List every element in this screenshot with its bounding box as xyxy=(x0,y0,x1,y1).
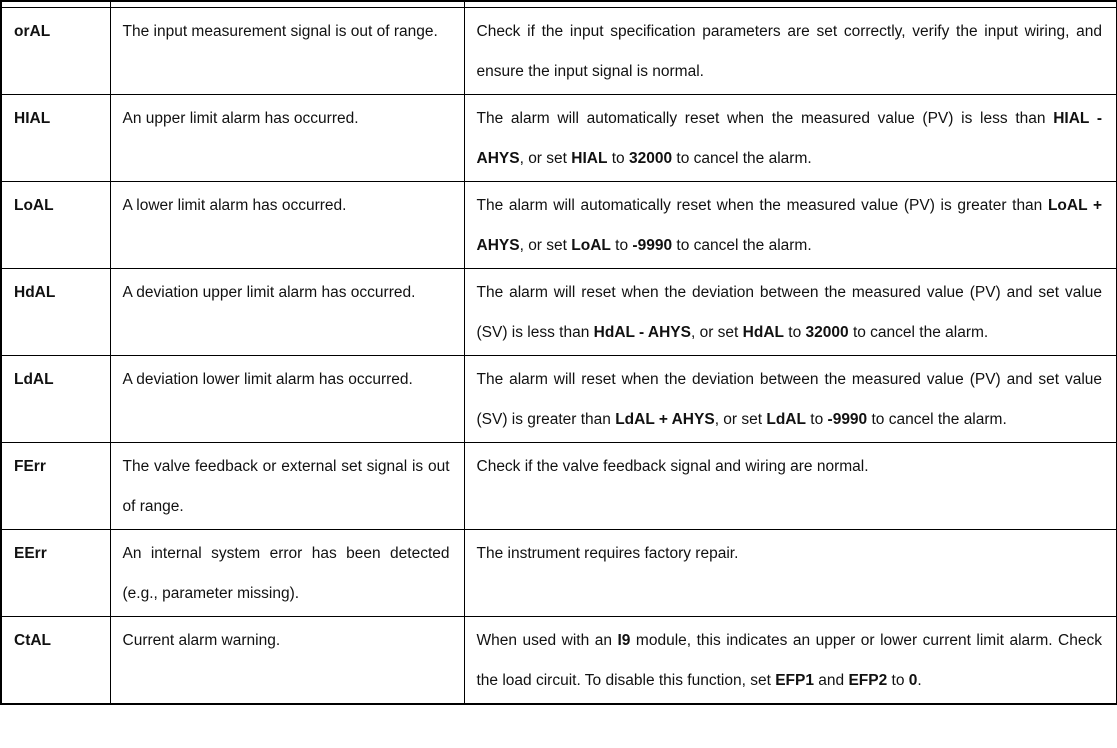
alarm-remedy: Check if the valve feedback signal and wiring are normal. xyxy=(464,443,1117,530)
alarm-code: FErr xyxy=(1,443,110,530)
alarm-description: Current alarm warning. xyxy=(110,617,464,705)
alarm-description: A deviation upper limit alarm has occurred. xyxy=(110,269,464,356)
alarm-code: LoAL xyxy=(1,182,110,269)
table-row xyxy=(1,8,1117,95)
alarm-remedy: The alarm will automatically reset when the measured value (PV) is greater than LoAL + AHYS, or set LoAL to -9990 to cancel the alarm. xyxy=(464,182,1117,269)
alarm-code: HdAL xyxy=(1,269,110,356)
alarm-code: orAL xyxy=(1,8,110,95)
alarm-table-body xyxy=(1,1,1117,704)
alarm-remedy: The alarm will automatically reset when the measured value (PV) is less than HIAL - AHYS, or set HIAL to 32000 to cancel the alarm. xyxy=(464,95,1117,182)
table-row xyxy=(1,95,1117,182)
table-row xyxy=(1,617,1117,705)
alarm-description: An upper limit alarm has occurred. xyxy=(110,95,464,182)
alarm-description: A lower limit alarm has occurred. xyxy=(110,182,464,269)
table-row xyxy=(1,443,1117,530)
table-row xyxy=(1,269,1117,356)
alarm-remedy: The instrument requires factory repair. xyxy=(464,530,1117,617)
alarm-description: A deviation lower limit alarm has occurred. xyxy=(110,356,464,443)
alarm-code: CtAL xyxy=(1,617,110,705)
alarm-description: The valve feedback or external set signal is out of range. xyxy=(110,443,464,530)
alarm-remedy: The alarm will reset when the deviation between the measured value (PV) and set value (SV) is less than HdAL - AHYS, or set HdAL to 32000 to cancel the alarm. xyxy=(464,269,1117,356)
table-row xyxy=(1,182,1117,269)
alarm-description: The input measurement signal is out of range. xyxy=(110,8,464,95)
alarm-code: EErr xyxy=(1,530,110,617)
alarm-code: HIAL xyxy=(1,95,110,182)
table-row xyxy=(1,530,1117,617)
alarm-remedy: When used with an I9 module, this indicates an upper or lower current limit alarm. Check the load circuit. To disable this function, set EFP1 and EFP2 to 0. xyxy=(464,617,1117,705)
alarm-code: LdAL xyxy=(1,356,110,443)
alarm-remedy: Check if the input specification parameters are set correctly, verify the input wiring, and ensure the input signal is normal. xyxy=(464,8,1117,95)
alarm-remedy: The alarm will reset when the deviation between the measured value (PV) and set value (SV) is greater than LdAL + AHYS, or set LdAL to -9990 to cancel the alarm. xyxy=(464,356,1117,443)
alarm-description: An internal system error has been detected (e.g., parameter missing). xyxy=(110,530,464,617)
table-row xyxy=(1,356,1117,443)
